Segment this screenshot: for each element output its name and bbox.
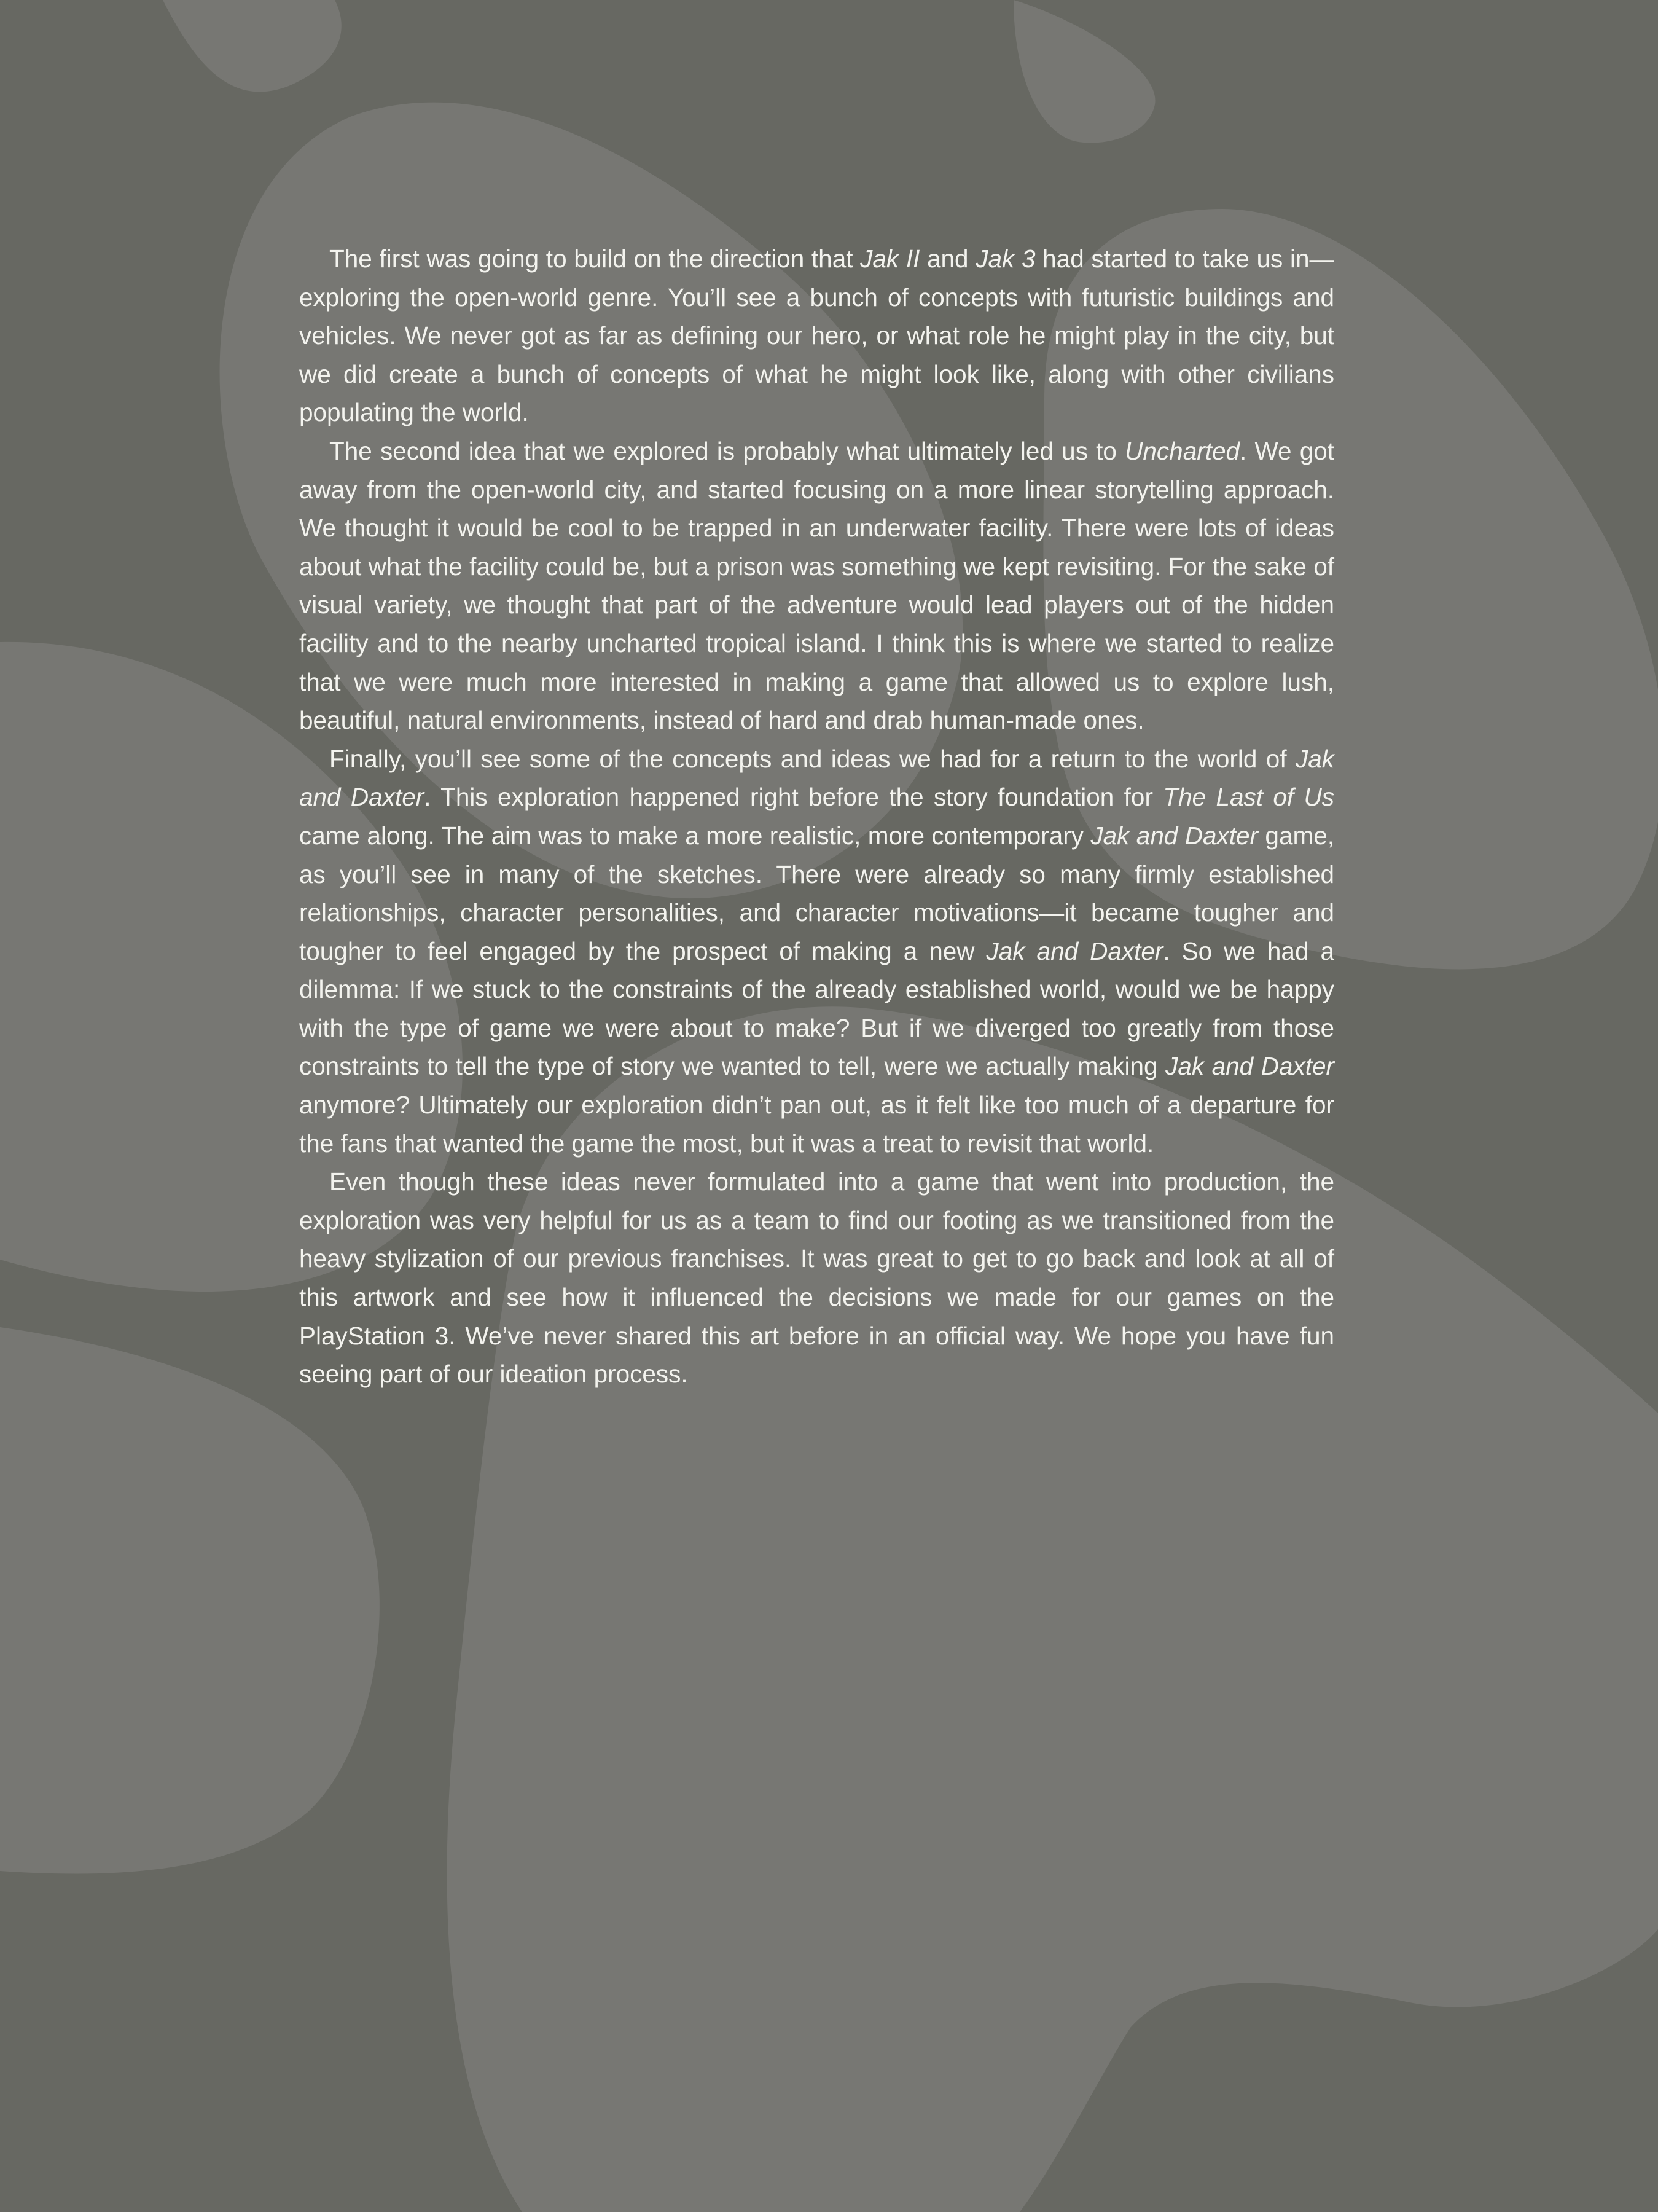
text-run: and	[920, 245, 976, 273]
blob-left-lower	[0, 1327, 380, 1874]
italic-title: Jak 3	[976, 245, 1036, 273]
italic-title: Jak II	[860, 245, 920, 273]
text-run: . We got away from the open-world city, and started focusing on a more linear storytelling approach. We thought it would be cool to be trapped in an underwater facility. There were lots of ideas about what the facility could be, but a prison was something we kept revisiting. For the sake of visual variety, we thought that part of the adventure would lead players out of the hidden facility and to the nearby uncharted tropical island. I think this is where we started to realize that we were much more interested in making a game that allowed us to explore lush, beautiful, natural environments, instead of hard and drab human-made ones.	[299, 436, 1335, 735]
text-run: Finally, you’ll see some of the concepts and ideas we had for a return to the world of	[329, 744, 1296, 773]
italic-title: Uncharted	[1125, 436, 1240, 465]
body-text	[299, 240, 1334, 1394]
text-run: came along. The aim was to make a more realistic, more contemporary	[299, 821, 1091, 850]
text-run: Even though these ideas never formulated into a game that went into production, the exploration was very helpful for us as a team to find our footing as we transitioned from the heavy stylization of our previous franchises. It was great to get to go back and look at all of this artwork and see how it influenced the decisions we made for our games on the PlayStation 3. We’ve never shared this art before in an official way. We hope you have fun seeing part of our ideation process.	[299, 1167, 1334, 1389]
paragraph	[299, 1163, 1334, 1394]
italic-title: Jak and Daxter	[1090, 821, 1259, 850]
blob-top-left	[163, 0, 342, 92]
text-run: anymore? Ultimately our exploration didn’t pan out, as it felt like too much of a departure for the fans that wanted the game the most, but it was a treat to revisit that world.	[299, 1091, 1334, 1158]
italic-title: Jak and Daxter	[986, 936, 1163, 965]
text-run: had started to take us in—exploring the open-world genre. You’ll see a bunch of concepts with futuristic buildings and vehicles. We never got as far as defining our hero, or what role he might play in the city, but we did create a bunch of concepts of what he might look like, along with other civilians populating the world.	[299, 245, 1334, 427]
italic-title: Jak and Daxter	[299, 744, 1334, 812]
text-run: The first was going to build on the direction that	[329, 245, 861, 273]
paragraph	[299, 432, 1334, 740]
blob-top-center	[1014, 0, 1156, 143]
italic-title: The Last of Us	[1163, 783, 1334, 812]
text-run: The second idea that we explored is probably what ultimately led us to	[329, 436, 1125, 465]
italic-title: Jak and Daxter	[1165, 1052, 1334, 1081]
text-run: . So we had a dilemma: If we stuck to the constraints of the already established world, would we be happy with the type of game we were about to make? But if we diverged too greatly from those constraints to tell the type of story we wanted to tell, were we actually making	[299, 936, 1334, 1081]
text-run: game, as you’ll see in many of the sketches. There were already so many firmly established relationships, character personalities, and character motivations—it became tougher and tougher to feel engaged by the prospect of making a new	[299, 821, 1334, 965]
paragraph	[299, 240, 1334, 432]
paragraph	[299, 740, 1334, 1163]
text-run: . This exploration happened right before the story foundation for	[424, 783, 1163, 812]
